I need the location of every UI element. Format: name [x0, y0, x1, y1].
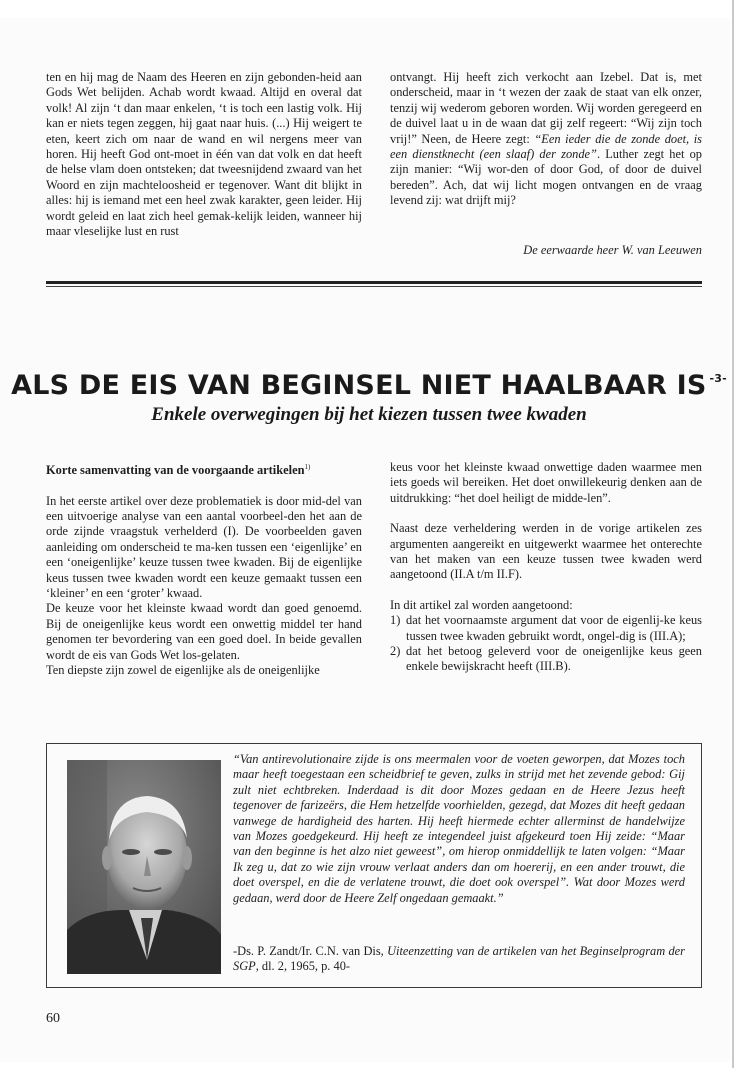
top-right-quote: “Een ieder die de zonde doet, is een dienstknecht (een slaaf) der zonde” [390, 131, 702, 162]
portrait-image [67, 760, 221, 974]
section-heading [46, 460, 362, 479]
page-edge [732, 0, 734, 1068]
paragraph: Ten diepste zijn zowel de eigenlijke als de oneigenlijke [46, 663, 320, 677]
list-item [390, 613, 702, 644]
article-part-number: -3- [709, 372, 727, 385]
list-text: dat het betoog geleverd voor de oneigenlijke keus geen enkele bewijskracht heeft (III.B). [406, 644, 702, 674]
top-right-column [390, 70, 702, 209]
paragraph: De keuze voor het kleinste kwaad wordt dan goed genoemd. Bij de oneigenlijke keus wordt een onwettig middel ter hand genomen ter bevordering van een goed doel. In beide gevallen wordt de eis van Gods Wet los-gelaten. [46, 601, 362, 662]
article-subtitle: Enkele overwegingen bij het kiezen tussen twee kwaden [151, 404, 587, 425]
source-authors: -Ds. P. Zandt/Ir. C.N. van Dis, [233, 944, 388, 958]
paragraph: In dit artikel zal worden aangetoond: [390, 597, 573, 612]
paragraph-gap [390, 506, 702, 521]
source-title: Uiteenzetting van de artikelen van het Beginselprogram der SGP [233, 944, 686, 974]
top-left-text: ten en hij mag de Naam des Heeren en zijn gebonden-heid aan Gods Wet belijden. Achab wordt kwaad. Altijd en overal dat volk! Al zijn ‘t dan maar enkelen, ‘t is toch een lastig volk. Hij kan er niets tegen zeggen, hij gaat naar huis. (...) Hij weigert te eten, keert zich om naar de wand en wil nergens meer van horen. Hij heeft God ont-moet in één van dat volk en dat heeft de helse vlam doen ontsteken; dat tweesnijdend zwaard van het Woord en zijn machteloosheid er tegenover. Want dit blijkt in alles: hij is iemand met een heel zwak karakter, geen leider. Hij wordt geleid en laat zich heel gemak-kelijk leiden, wanneer hij maar vleselijke lust en rust [46, 70, 362, 239]
list-item [390, 644, 702, 675]
article-title-text: ALS DE EIS VAN BEGINSEL NIET HAALBAAR IS [11, 370, 707, 401]
top-left-column [46, 70, 362, 239]
top-right-text [390, 70, 702, 209]
numbered-list [390, 613, 702, 675]
quote-source [233, 944, 685, 975]
article-title [0, 370, 738, 401]
list-number: 1) [390, 613, 401, 628]
paragraph: keus voor het kleinste kwaad onwettige daden waarmee men iets goeds wil bereiken. Het doet onwillekeurig denken aan de uitdrukking: “het doel heiligt de midde-len”. [390, 460, 702, 505]
author-signature: De eerwaarde heer W. van Leeuwen [523, 243, 702, 257]
article-right-column [390, 460, 702, 675]
page-number: 60 [46, 1011, 60, 1026]
section-heading-text: Korte samenvatting van de voorgaande artikelen [46, 463, 305, 478]
list-text: dat het voornaamste argument dat voor de eigenlij-ke keus tussen twee kwaden gebruikt wordt, ongel-dig is (III.A); [406, 613, 702, 643]
paragraph-gap [390, 583, 702, 598]
top-right-text-a: ontvangt. Hij heeft zich verkocht aan Izebel. Dat is, met onderscheid, maar in ‘t wezen der zaak de staat van elk onzer, tenzij wij wederom geboren worden. Wij worden geregeerd en de duivel laat u in de waan dat gij zelf regeert: “Wij zijn toch vrij!” Neen, de Heere zegt: [390, 70, 702, 146]
source-details: , dl. 2, 1965, p. 40- [255, 959, 351, 974]
quote-box [46, 743, 702, 988]
paragraph: In het eerste artikel over deze problematiek is door mid-del van een uitvoerige analyse van een aantal voorbeel-den het aan de orde zijnde vraagstuk verhelderd (I). De voorbeelden gaven aanleiding om onderscheid te ma-ken tussen een ‘eigenlijke’ en een ‘oneigenlijke’ keuze tussen twee kwaden. Bij de eigenlijke keus tussen twee kwaden wordt een keuze gemaakt tussen een ‘kleiner’ en een ‘groter’ kwaad. [46, 493, 362, 600]
quote-text: “Van antirevolutionaire zijde is ons meermalen voor de voeten geworpen, dat Mozes toch maar heeft toegestaan een scheidbrief te geven, zulks in strijd met het zevende gebod: Gij zult niet echtbreken. Inderdaad is dit door Mozes gedaan en de Heere Jezus heeft tegenover de farizeërs, die Hem hetzelfde voorhielden, gezegd, dat Mozes dit heeft gedaan vanwege de hardigheid des harten. Hij heeft hiermede echter allerminst de handelwijze van Mozes goedgekeurd. Hij heeft ze integendeel juist afgekeurd toen Hij zeide: “Maar van den beginne is het alzo niet geweest”, om hierop onmiddellijk te laten volgen: “Maar Ik zeg u, dat zo wie zijn vrouw verlaat anders dan om hoererij, en een ander trouwt, die doet overspel, en die de verlatene trouwt, die doet ook overspel”. Wat door Mozes werd gedaan, werd door de Heere Zelf ongedaan gemaakt.” [233, 752, 685, 905]
paragraph: Naast deze verheldering werden in de vorige artikelen zes argumenten aangereikt en uitgewerkt waarmee het onterechte van het maken van een keuze tussen twee kwaden werd aangetoond (II.A t/m II.F). [390, 521, 702, 582]
portrait-photo [67, 760, 221, 974]
divider-rule [46, 281, 702, 284]
top-right-text-b: . Luther zegt het op zijn manier: “Wij wor-den of door God, of door de duivel bereden”. Ach, dat wij licht mogen ontvangen en de vraag levend zij: wat drijft mij? [390, 147, 702, 208]
divider-rule-thin [46, 286, 702, 287]
article-left-column [46, 460, 362, 678]
list-number: 2) [390, 644, 401, 659]
footnote-marker: 1) [304, 463, 311, 471]
